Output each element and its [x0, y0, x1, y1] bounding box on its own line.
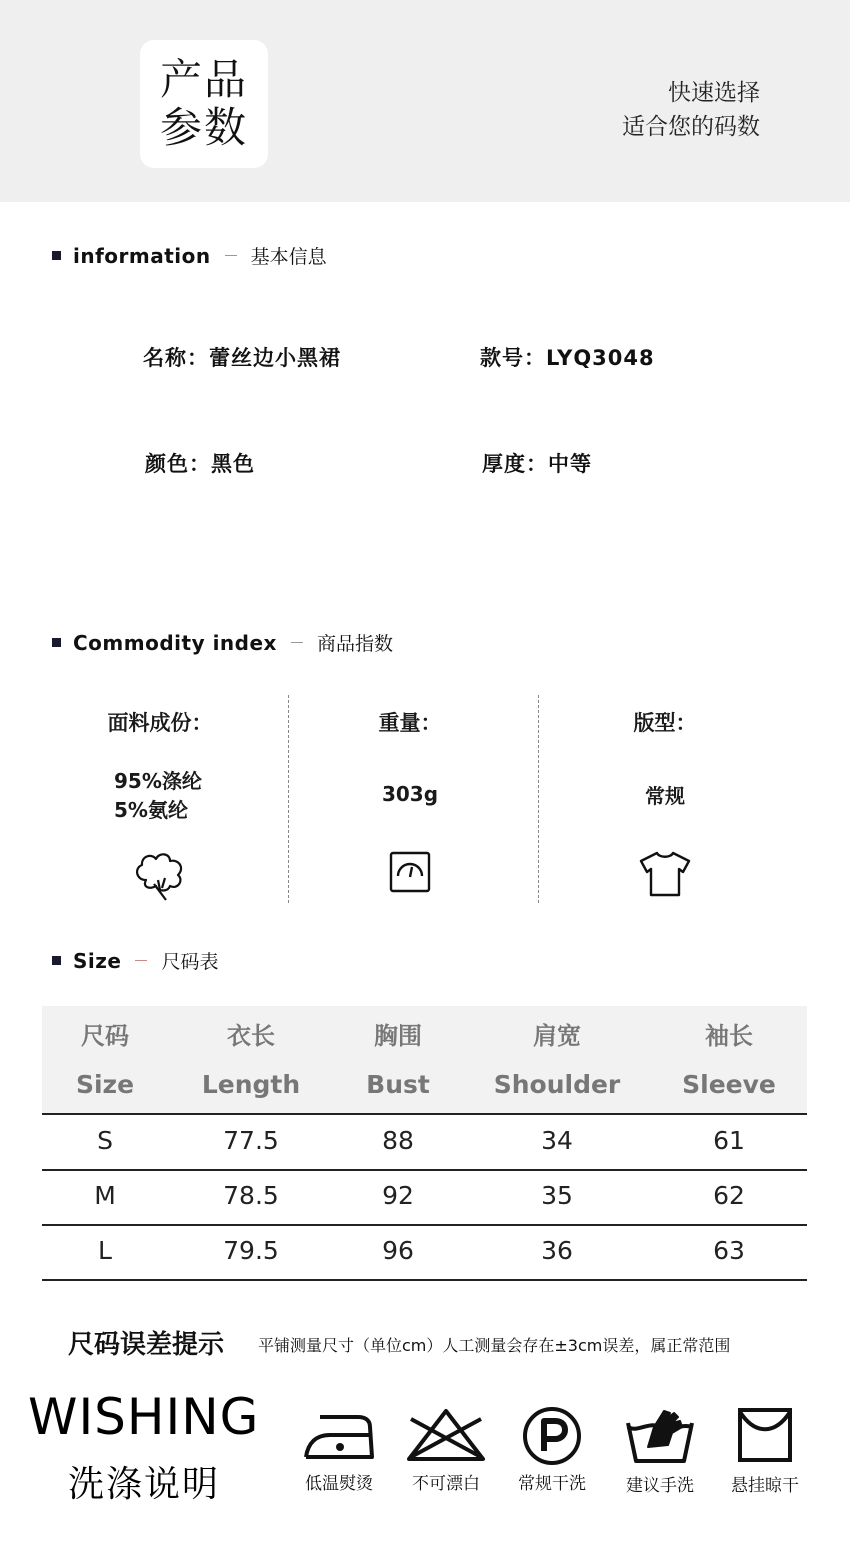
cell-length: 77.5 — [223, 1126, 279, 1155]
bullet-square — [52, 638, 61, 647]
no-bleach-icon — [403, 1405, 489, 1463]
iron-low-icon — [300, 1405, 378, 1463]
care-item-hangdry — [715, 1405, 815, 1496]
care-item-bleach — [396, 1405, 496, 1494]
divider-dash — [291, 642, 303, 643]
info-name: 名称：蕾丝边小黑裙 — [143, 346, 341, 370]
section-title-en: Commodity index — [73, 630, 277, 655]
cell-sleeve: 62 — [713, 1181, 745, 1210]
table-rule — [42, 1279, 807, 1281]
cell-shoulder: 35 — [541, 1181, 573, 1210]
column-divider — [288, 695, 289, 903]
cell-length: 78.5 — [223, 1181, 279, 1210]
fabric-label: 面料成份： — [107, 711, 213, 735]
bullet-square — [52, 956, 61, 965]
header-zh-sleeve: 袖长 — [705, 1022, 753, 1050]
divider-dash — [225, 255, 237, 256]
dry-clean-icon — [521, 1405, 583, 1467]
commodity-weight — [310, 695, 510, 903]
hang-dry-icon — [735, 1405, 795, 1465]
tagline-line-2: 适合您的码数 — [622, 114, 760, 140]
size-tip-title: 尺码误差提示 — [68, 1330, 225, 1360]
cell-sleeve: 63 — [713, 1236, 745, 1265]
cell-size: L — [98, 1236, 112, 1265]
section-title-zh: 基本信息 — [250, 246, 327, 268]
divider-dash — [135, 960, 147, 961]
commodity-fit — [565, 695, 765, 903]
care-item-handwash — [610, 1405, 710, 1496]
scale-icon — [388, 850, 432, 898]
cell-size: M — [94, 1181, 116, 1210]
page-title-box — [140, 40, 268, 168]
washing-title-zh: 洗涤说明 — [68, 1464, 221, 1505]
section-heading-size — [52, 947, 218, 974]
cell-bust: 96 — [382, 1236, 414, 1265]
section-title-zh: 商品指数 — [316, 633, 393, 655]
washing-title-en: WISHING — [28, 1388, 260, 1446]
title-line-2: 参数 — [159, 103, 248, 152]
cell-sleeve: 61 — [713, 1126, 745, 1155]
weight-label: 重量： — [378, 711, 442, 735]
header-en-sleeve: Sleeve — [682, 1070, 776, 1099]
header-en-length: Length — [201, 1070, 301, 1099]
info-color: 颜色：黑色 — [145, 452, 255, 476]
header-en-bust: Bust — [366, 1070, 430, 1099]
cell-size: S — [97, 1126, 113, 1155]
section-title-zh: 尺码表 — [161, 951, 219, 973]
cell-shoulder: 36 — [541, 1236, 573, 1265]
cell-shoulder: 34 — [541, 1126, 573, 1155]
section-title-en: Size — [73, 948, 122, 973]
info-thickness: 厚度：中等 — [482, 452, 592, 476]
care-label: 悬挂晾干 — [731, 1476, 799, 1496]
title-line-1: 产品 — [159, 55, 248, 104]
care-label: 常规干洗 — [518, 1474, 586, 1494]
info-style-no: 款号：LYQ3048 — [480, 346, 655, 370]
header-banner — [0, 0, 850, 202]
cell-length: 79.5 — [223, 1236, 279, 1265]
fabric-value-line-2: 5%氨纶 — [114, 798, 188, 822]
fit-value: 常规 — [645, 784, 685, 808]
header-en-shoulder: Shoulder — [493, 1070, 621, 1099]
header-zh-shoulder: 肩宽 — [533, 1022, 581, 1050]
hand-wash-icon — [624, 1405, 696, 1465]
cell-bust: 92 — [382, 1181, 414, 1210]
tagline-line-1: 快速选择 — [668, 80, 760, 106]
table-rule — [42, 1169, 807, 1171]
header-zh-size: 尺码 — [81, 1022, 129, 1050]
column-divider — [538, 695, 539, 903]
care-label: 建议手洗 — [626, 1476, 694, 1496]
commodity-fabric — [60, 695, 260, 903]
care-item-iron — [289, 1405, 389, 1494]
cell-bust: 88 — [382, 1126, 414, 1155]
header-tagline — [622, 76, 760, 144]
header-en-size: Size — [75, 1070, 135, 1099]
table-rule — [42, 1113, 807, 1115]
table-rule — [42, 1224, 807, 1226]
care-item-dryclean — [502, 1405, 602, 1494]
section-heading-commodity — [52, 629, 393, 656]
weight-value: 303g — [381, 782, 439, 806]
fabric-value-line-1: 95%涤纶 — [114, 769, 202, 793]
header-zh-bust: 胸围 — [374, 1022, 422, 1050]
section-heading-information — [52, 242, 327, 269]
tshirt-icon — [637, 850, 693, 902]
fabric-value — [60, 767, 260, 825]
section-title-en: information — [73, 243, 211, 268]
size-tip-text: 平铺测量尺寸（单位cm）人工测量会存在±3cm误差，属正常范围 — [258, 1336, 731, 1355]
bullet-square — [52, 251, 61, 260]
header-zh-length: 衣长 — [227, 1022, 275, 1050]
care-label: 不可漂白 — [412, 1474, 480, 1494]
fit-label: 版型： — [633, 711, 697, 735]
cotton-icon — [132, 850, 188, 906]
care-label: 低温熨烫 — [305, 1474, 373, 1494]
